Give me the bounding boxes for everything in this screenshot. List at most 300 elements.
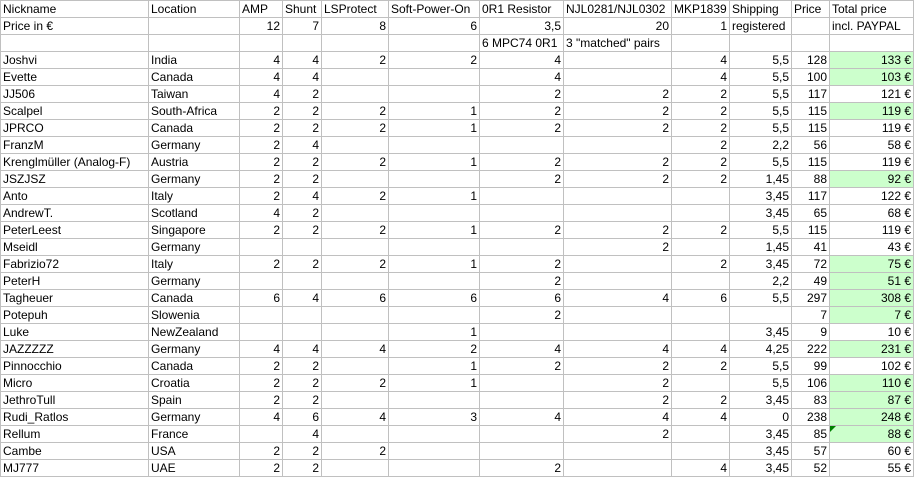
- cell-amp[interactable]: 2: [240, 460, 283, 477]
- note-cell-amp[interactable]: [240, 35, 283, 52]
- cell-njl[interactable]: [564, 443, 672, 460]
- cell-shunt[interactable]: 2: [283, 358, 322, 375]
- header-cell-price[interactable]: Price: [792, 1, 830, 18]
- cell-mkp1839[interactable]: 2: [672, 171, 730, 188]
- cell-total-price[interactable]: 55 €: [830, 460, 914, 477]
- cell-shunt[interactable]: 2: [283, 222, 322, 239]
- header-cell-shipping[interactable]: Shipping: [730, 1, 792, 18]
- cell-total-price[interactable]: 121 €: [830, 86, 914, 103]
- price-cell-nickname[interactable]: Price in €: [1, 18, 149, 35]
- cell-location[interactable]: Canada: [149, 69, 240, 86]
- cell-price[interactable]: 115: [792, 154, 830, 171]
- cell-mkp1839[interactable]: [672, 205, 730, 222]
- cell-total-price[interactable]: 10 €: [830, 324, 914, 341]
- cell-nickname[interactable]: Cambe: [1, 443, 149, 460]
- cell-lsprotect[interactable]: [322, 460, 389, 477]
- cell-lsprotect[interactable]: 2: [322, 103, 389, 120]
- cell-location[interactable]: Spain: [149, 392, 240, 409]
- cell-total-price[interactable]: 75 €: [830, 256, 914, 273]
- cell-or1-resistor[interactable]: [480, 239, 564, 256]
- cell-lsprotect[interactable]: [322, 324, 389, 341]
- cell-or1-resistor[interactable]: 2: [480, 120, 564, 137]
- cell-location[interactable]: Italy: [149, 188, 240, 205]
- cell-price[interactable]: 49: [792, 273, 830, 290]
- cell-or1-resistor[interactable]: [480, 324, 564, 341]
- cell-total-price[interactable]: 110 €: [830, 375, 914, 392]
- cell-njl[interactable]: [564, 256, 672, 273]
- cell-or1-resistor[interactable]: 2: [480, 460, 564, 477]
- cell-soft-power-on[interactable]: [389, 205, 480, 222]
- cell-mkp1839[interactable]: 2: [672, 222, 730, 239]
- cell-price[interactable]: 117: [792, 188, 830, 205]
- cell-or1-resistor[interactable]: 2: [480, 256, 564, 273]
- cell-shipping[interactable]: 1,45: [730, 171, 792, 188]
- cell-amp[interactable]: [240, 307, 283, 324]
- cell-price[interactable]: 52: [792, 460, 830, 477]
- cell-shunt[interactable]: 4: [283, 188, 322, 205]
- note-cell-or1-resistor[interactable]: 6 MPC74 0R1: [480, 35, 564, 52]
- cell-nickname[interactable]: Krenglmüller (Analog-F): [1, 154, 149, 171]
- cell-or1-resistor[interactable]: [480, 392, 564, 409]
- cell-total-price[interactable]: 103 €: [830, 69, 914, 86]
- cell-lsprotect[interactable]: 2: [322, 443, 389, 460]
- cell-mkp1839[interactable]: 2: [672, 256, 730, 273]
- cell-nickname[interactable]: Micro: [1, 375, 149, 392]
- cell-shunt[interactable]: 2: [283, 120, 322, 137]
- cell-shipping[interactable]: 5,5: [730, 154, 792, 171]
- price-cell-amp[interactable]: 12: [240, 18, 283, 35]
- cell-shunt[interactable]: 6: [283, 409, 322, 426]
- cell-mkp1839[interactable]: 4: [672, 341, 730, 358]
- cell-mkp1839[interactable]: [672, 239, 730, 256]
- cell-soft-power-on[interactable]: 1: [389, 222, 480, 239]
- cell-lsprotect[interactable]: [322, 239, 389, 256]
- cell-shipping[interactable]: 2,2: [730, 137, 792, 154]
- cell-amp[interactable]: 2: [240, 188, 283, 205]
- note-cell-shunt[interactable]: [283, 35, 322, 52]
- cell-total-price[interactable]: 43 €: [830, 239, 914, 256]
- cell-lsprotect[interactable]: [322, 137, 389, 154]
- header-cell-nickname[interactable]: Nickname: [1, 1, 149, 18]
- cell-price[interactable]: 85: [792, 426, 830, 443]
- cell-nickname[interactable]: Tagheuer: [1, 290, 149, 307]
- cell-location[interactable]: Italy: [149, 256, 240, 273]
- cell-or1-resistor[interactable]: 4: [480, 69, 564, 86]
- cell-amp[interactable]: 2: [240, 154, 283, 171]
- cell-njl[interactable]: 2: [564, 222, 672, 239]
- price-cell-total-price[interactable]: incl. PAYPAL: [830, 18, 914, 35]
- cell-location[interactable]: Canada: [149, 290, 240, 307]
- cell-or1-resistor[interactable]: 4: [480, 341, 564, 358]
- cell-total-price[interactable]: 133 €: [830, 52, 914, 69]
- cell-location[interactable]: Germany: [149, 137, 240, 154]
- cell-shunt[interactable]: 2: [283, 103, 322, 120]
- cell-lsprotect[interactable]: 2: [322, 188, 389, 205]
- cell-lsprotect[interactable]: 2: [322, 52, 389, 69]
- cell-amp[interactable]: 6: [240, 290, 283, 307]
- cell-lsprotect[interactable]: [322, 307, 389, 324]
- cell-mkp1839[interactable]: 2: [672, 120, 730, 137]
- cell-shunt[interactable]: 4: [283, 137, 322, 154]
- cell-njl[interactable]: 2: [564, 86, 672, 103]
- cell-price[interactable]: 106: [792, 375, 830, 392]
- cell-shunt[interactable]: 4: [283, 52, 322, 69]
- cell-or1-resistor[interactable]: 2: [480, 273, 564, 290]
- cell-price[interactable]: 115: [792, 120, 830, 137]
- cell-total-price[interactable]: 119 €: [830, 120, 914, 137]
- note-cell-location[interactable]: [149, 35, 240, 52]
- cell-nickname[interactable]: Joshvi: [1, 52, 149, 69]
- cell-soft-power-on[interactable]: 2: [389, 52, 480, 69]
- cell-shunt[interactable]: 2: [283, 392, 322, 409]
- cell-njl[interactable]: [564, 324, 672, 341]
- cell-mkp1839[interactable]: 4: [672, 69, 730, 86]
- cell-mkp1839[interactable]: 2: [672, 103, 730, 120]
- cell-amp[interactable]: 2: [240, 392, 283, 409]
- cell-amp[interactable]: 4: [240, 341, 283, 358]
- cell-amp[interactable]: 4: [240, 86, 283, 103]
- header-cell-amp[interactable]: AMP: [240, 1, 283, 18]
- cell-shipping[interactable]: 3,45: [730, 324, 792, 341]
- cell-lsprotect[interactable]: [322, 69, 389, 86]
- cell-soft-power-on[interactable]: 1: [389, 256, 480, 273]
- cell-location[interactable]: NewZealand: [149, 324, 240, 341]
- note-cell-njl[interactable]: 3 "matched" pairs: [564, 35, 672, 52]
- cell-amp[interactable]: 2: [240, 103, 283, 120]
- cell-nickname[interactable]: Fabrizio72: [1, 256, 149, 273]
- cell-total-price[interactable]: 68 €: [830, 205, 914, 222]
- cell-lsprotect[interactable]: 2: [322, 154, 389, 171]
- cell-shunt[interactable]: 2: [283, 443, 322, 460]
- cell-amp[interactable]: 4: [240, 69, 283, 86]
- cell-nickname[interactable]: PeterH: [1, 273, 149, 290]
- cell-price[interactable]: 222: [792, 341, 830, 358]
- cell-shipping[interactable]: 3,45: [730, 205, 792, 222]
- cell-amp[interactable]: 2: [240, 222, 283, 239]
- cell-shipping[interactable]: 2,2: [730, 273, 792, 290]
- cell-shunt[interactable]: [283, 324, 322, 341]
- cell-shipping[interactable]: 3,45: [730, 392, 792, 409]
- cell-nickname[interactable]: PeterLeest: [1, 222, 149, 239]
- price-cell-shipping[interactable]: registered: [730, 18, 792, 35]
- cell-soft-power-on[interactable]: [389, 86, 480, 103]
- price-cell-or1-resistor[interactable]: 3,5: [480, 18, 564, 35]
- cell-soft-power-on[interactable]: [389, 443, 480, 460]
- cell-mkp1839[interactable]: [672, 443, 730, 460]
- cell-soft-power-on[interactable]: 2: [389, 341, 480, 358]
- cell-nickname[interactable]: FranzM: [1, 137, 149, 154]
- cell-njl[interactable]: 4: [564, 290, 672, 307]
- price-cell-location[interactable]: [149, 18, 240, 35]
- cell-shipping[interactable]: 5,5: [730, 86, 792, 103]
- cell-lsprotect[interactable]: 4: [322, 409, 389, 426]
- cell-shipping[interactable]: 3,45: [730, 443, 792, 460]
- cell-nickname[interactable]: Rellum: [1, 426, 149, 443]
- header-cell-lsprotect[interactable]: LSProtect: [322, 1, 389, 18]
- cell-njl[interactable]: [564, 307, 672, 324]
- cell-lsprotect[interactable]: [322, 171, 389, 188]
- cell-njl[interactable]: 4: [564, 341, 672, 358]
- cell-njl[interactable]: [564, 137, 672, 154]
- cell-location[interactable]: Germany: [149, 341, 240, 358]
- cell-mkp1839[interactable]: 2: [672, 86, 730, 103]
- header-cell-shunt[interactable]: Shunt: [283, 1, 322, 18]
- price-cell-soft-power-on[interactable]: 6: [389, 18, 480, 35]
- cell-or1-resistor[interactable]: 2: [480, 307, 564, 324]
- cell-location[interactable]: USA: [149, 443, 240, 460]
- cell-total-price[interactable]: 88 €: [830, 426, 914, 443]
- cell-location[interactable]: Canada: [149, 120, 240, 137]
- cell-soft-power-on[interactable]: [389, 273, 480, 290]
- cell-nickname[interactable]: JethroTull: [1, 392, 149, 409]
- cell-njl[interactable]: 4: [564, 409, 672, 426]
- cell-price[interactable]: 115: [792, 103, 830, 120]
- cell-location[interactable]: Croatia: [149, 375, 240, 392]
- cell-or1-resistor[interactable]: 2: [480, 358, 564, 375]
- cell-price[interactable]: 100: [792, 69, 830, 86]
- cell-nickname[interactable]: AndrewT.: [1, 205, 149, 222]
- cell-price[interactable]: 41: [792, 239, 830, 256]
- cell-total-price[interactable]: 102 €: [830, 358, 914, 375]
- cell-nickname[interactable]: JAZZZZZ: [1, 341, 149, 358]
- cell-price[interactable]: 238: [792, 409, 830, 426]
- cell-shunt[interactable]: [283, 239, 322, 256]
- cell-location[interactable]: Germany: [149, 171, 240, 188]
- cell-price[interactable]: 9: [792, 324, 830, 341]
- cell-lsprotect[interactable]: [322, 205, 389, 222]
- cell-soft-power-on[interactable]: 1: [389, 188, 480, 205]
- cell-mkp1839[interactable]: 4: [672, 52, 730, 69]
- cell-nickname[interactable]: MJ777: [1, 460, 149, 477]
- cell-location[interactable]: Austria: [149, 154, 240, 171]
- cell-soft-power-on[interactable]: 1: [389, 324, 480, 341]
- cell-amp[interactable]: 2: [240, 171, 283, 188]
- header-cell-mkp1839[interactable]: MKP1839: [672, 1, 730, 18]
- cell-shunt[interactable]: 4: [283, 426, 322, 443]
- cell-total-price[interactable]: 7 €: [830, 307, 914, 324]
- cell-nickname[interactable]: Potepuh: [1, 307, 149, 324]
- cell-shipping[interactable]: 5,5: [730, 103, 792, 120]
- cell-nickname[interactable]: Mseidl: [1, 239, 149, 256]
- header-cell-soft-power-on[interactable]: Soft-Power-On: [389, 1, 480, 18]
- cell-njl[interactable]: 2: [564, 392, 672, 409]
- cell-njl[interactable]: [564, 205, 672, 222]
- cell-mkp1839[interactable]: 4: [672, 409, 730, 426]
- cell-location[interactable]: Canada: [149, 358, 240, 375]
- cell-soft-power-on[interactable]: 1: [389, 120, 480, 137]
- cell-location[interactable]: Scotland: [149, 205, 240, 222]
- cell-or1-resistor[interactable]: 2: [480, 222, 564, 239]
- cell-nickname[interactable]: Scalpel: [1, 103, 149, 120]
- cell-total-price[interactable]: 308 €: [830, 290, 914, 307]
- cell-lsprotect[interactable]: [322, 358, 389, 375]
- cell-location[interactable]: Germany: [149, 239, 240, 256]
- cell-mkp1839[interactable]: [672, 324, 730, 341]
- cell-shipping[interactable]: 4,25: [730, 341, 792, 358]
- cell-total-price[interactable]: 119 €: [830, 222, 914, 239]
- cell-shunt[interactable]: 2: [283, 154, 322, 171]
- cell-price[interactable]: 117: [792, 86, 830, 103]
- cell-location[interactable]: Germany: [149, 409, 240, 426]
- cell-lsprotect[interactable]: 2: [322, 375, 389, 392]
- cell-price[interactable]: 7: [792, 307, 830, 324]
- cell-nickname[interactable]: Evette: [1, 69, 149, 86]
- cell-shipping[interactable]: 5,5: [730, 290, 792, 307]
- cell-mkp1839[interactable]: [672, 426, 730, 443]
- cell-mkp1839[interactable]: 2: [672, 392, 730, 409]
- cell-njl[interactable]: 2: [564, 154, 672, 171]
- cell-lsprotect[interactable]: [322, 426, 389, 443]
- cell-shipping[interactable]: 3,45: [730, 256, 792, 273]
- cell-mkp1839[interactable]: 2: [672, 137, 730, 154]
- header-cell-or1-resistor[interactable]: 0R1 Resistor: [480, 1, 564, 18]
- cell-total-price[interactable]: 58 €: [830, 137, 914, 154]
- cell-soft-power-on[interactable]: [389, 426, 480, 443]
- price-cell-lsprotect[interactable]: 8: [322, 18, 389, 35]
- cell-njl[interactable]: 2: [564, 171, 672, 188]
- cell-shipping[interactable]: 0: [730, 409, 792, 426]
- cell-price[interactable]: 57: [792, 443, 830, 460]
- cell-amp[interactable]: 2: [240, 358, 283, 375]
- cell-price[interactable]: 115: [792, 222, 830, 239]
- cell-amp[interactable]: 2: [240, 256, 283, 273]
- cell-mkp1839[interactable]: [672, 307, 730, 324]
- cell-shipping[interactable]: 5,5: [730, 358, 792, 375]
- cell-shipping[interactable]: 5,5: [730, 375, 792, 392]
- cell-price[interactable]: 88: [792, 171, 830, 188]
- note-cell-price[interactable]: [792, 35, 830, 52]
- cell-or1-resistor[interactable]: 2: [480, 103, 564, 120]
- cell-mkp1839[interactable]: [672, 273, 730, 290]
- cell-nickname[interactable]: Anto: [1, 188, 149, 205]
- cell-amp[interactable]: 4: [240, 205, 283, 222]
- cell-njl[interactable]: 2: [564, 375, 672, 392]
- note-cell-total-price[interactable]: [830, 35, 914, 52]
- cell-amp[interactable]: [240, 239, 283, 256]
- cell-location[interactable]: South-Africa: [149, 103, 240, 120]
- cell-mkp1839[interactable]: 2: [672, 358, 730, 375]
- cell-amp[interactable]: 2: [240, 443, 283, 460]
- cell-soft-power-on[interactable]: [389, 239, 480, 256]
- cell-lsprotect[interactable]: 6: [322, 290, 389, 307]
- cell-total-price[interactable]: 119 €: [830, 154, 914, 171]
- cell-soft-power-on[interactable]: [389, 69, 480, 86]
- cell-shipping[interactable]: 5,5: [730, 222, 792, 239]
- cell-price[interactable]: 128: [792, 52, 830, 69]
- cell-njl[interactable]: 2: [564, 239, 672, 256]
- price-cell-price[interactable]: [792, 18, 830, 35]
- cell-or1-resistor[interactable]: 2: [480, 171, 564, 188]
- cell-soft-power-on[interactable]: 6: [389, 290, 480, 307]
- cell-mkp1839[interactable]: 4: [672, 460, 730, 477]
- cell-or1-resistor[interactable]: [480, 188, 564, 205]
- cell-price[interactable]: 99: [792, 358, 830, 375]
- cell-mkp1839[interactable]: 6: [672, 290, 730, 307]
- cell-location[interactable]: France: [149, 426, 240, 443]
- price-cell-mkp1839[interactable]: 1: [672, 18, 730, 35]
- cell-or1-resistor[interactable]: [480, 375, 564, 392]
- cell-shunt[interactable]: [283, 273, 322, 290]
- cell-total-price[interactable]: 87 €: [830, 392, 914, 409]
- cell-total-price[interactable]: 92 €: [830, 171, 914, 188]
- cell-amp[interactable]: 2: [240, 120, 283, 137]
- cell-amp[interactable]: [240, 273, 283, 290]
- cell-or1-resistor[interactable]: 4: [480, 409, 564, 426]
- cell-shunt[interactable]: 2: [283, 460, 322, 477]
- cell-shunt[interactable]: 4: [283, 341, 322, 358]
- cell-shipping[interactable]: [730, 307, 792, 324]
- cell-lsprotect[interactable]: [322, 86, 389, 103]
- cell-total-price[interactable]: 119 €: [830, 103, 914, 120]
- cell-soft-power-on[interactable]: 1: [389, 375, 480, 392]
- cell-shunt[interactable]: 2: [283, 171, 322, 188]
- note-cell-soft-power-on[interactable]: [389, 35, 480, 52]
- cell-shipping[interactable]: 3,45: [730, 426, 792, 443]
- cell-or1-resistor[interactable]: [480, 137, 564, 154]
- cell-lsprotect[interactable]: 2: [322, 222, 389, 239]
- cell-soft-power-on[interactable]: [389, 137, 480, 154]
- cell-shunt[interactable]: 4: [283, 69, 322, 86]
- cell-or1-resistor[interactable]: [480, 426, 564, 443]
- cell-njl[interactable]: [564, 69, 672, 86]
- cell-location[interactable]: Slowenia: [149, 307, 240, 324]
- cell-shipping[interactable]: 1,45: [730, 239, 792, 256]
- cell-price[interactable]: 72: [792, 256, 830, 273]
- cell-lsprotect[interactable]: 4: [322, 341, 389, 358]
- cell-njl[interactable]: 2: [564, 120, 672, 137]
- cell-or1-resistor[interactable]: 4: [480, 52, 564, 69]
- cell-lsprotect[interactable]: [322, 273, 389, 290]
- cell-lsprotect[interactable]: [322, 392, 389, 409]
- price-cell-shunt[interactable]: 7: [283, 18, 322, 35]
- cell-shipping[interactable]: 5,5: [730, 69, 792, 86]
- cell-soft-power-on[interactable]: 1: [389, 103, 480, 120]
- note-cell-lsprotect[interactable]: [322, 35, 389, 52]
- cell-nickname[interactable]: JPRCO: [1, 120, 149, 137]
- note-cell-mkp1839[interactable]: [672, 35, 730, 52]
- cell-location[interactable]: Taiwan: [149, 86, 240, 103]
- cell-total-price[interactable]: 231 €: [830, 341, 914, 358]
- cell-njl[interactable]: 2: [564, 358, 672, 375]
- cell-total-price[interactable]: 122 €: [830, 188, 914, 205]
- cell-soft-power-on[interactable]: 3: [389, 409, 480, 426]
- cell-price[interactable]: 56: [792, 137, 830, 154]
- price-cell-njl[interactable]: 20: [564, 18, 672, 35]
- cell-nickname[interactable]: JJ506: [1, 86, 149, 103]
- cell-nickname[interactable]: JSZJSZ: [1, 171, 149, 188]
- cell-or1-resistor[interactable]: 2: [480, 86, 564, 103]
- header-cell-total-price[interactable]: Total price: [830, 1, 914, 18]
- cell-amp[interactable]: [240, 324, 283, 341]
- cell-or1-resistor[interactable]: [480, 205, 564, 222]
- cell-location[interactable]: UAE: [149, 460, 240, 477]
- cell-soft-power-on[interactable]: [389, 392, 480, 409]
- cell-total-price[interactable]: 248 €: [830, 409, 914, 426]
- cell-or1-resistor[interactable]: 2: [480, 154, 564, 171]
- cell-total-price[interactable]: 51 €: [830, 273, 914, 290]
- cell-amp[interactable]: 4: [240, 409, 283, 426]
- cell-shipping[interactable]: 5,5: [730, 120, 792, 137]
- cell-njl[interactable]: [564, 460, 672, 477]
- cell-soft-power-on[interactable]: 1: [389, 358, 480, 375]
- cell-price[interactable]: 83: [792, 392, 830, 409]
- cell-price[interactable]: 297: [792, 290, 830, 307]
- header-cell-location[interactable]: Location: [149, 1, 240, 18]
- cell-amp[interactable]: 2: [240, 375, 283, 392]
- cell-lsprotect[interactable]: 2: [322, 120, 389, 137]
- note-cell-nickname[interactable]: [1, 35, 149, 52]
- cell-soft-power-on[interactable]: [389, 171, 480, 188]
